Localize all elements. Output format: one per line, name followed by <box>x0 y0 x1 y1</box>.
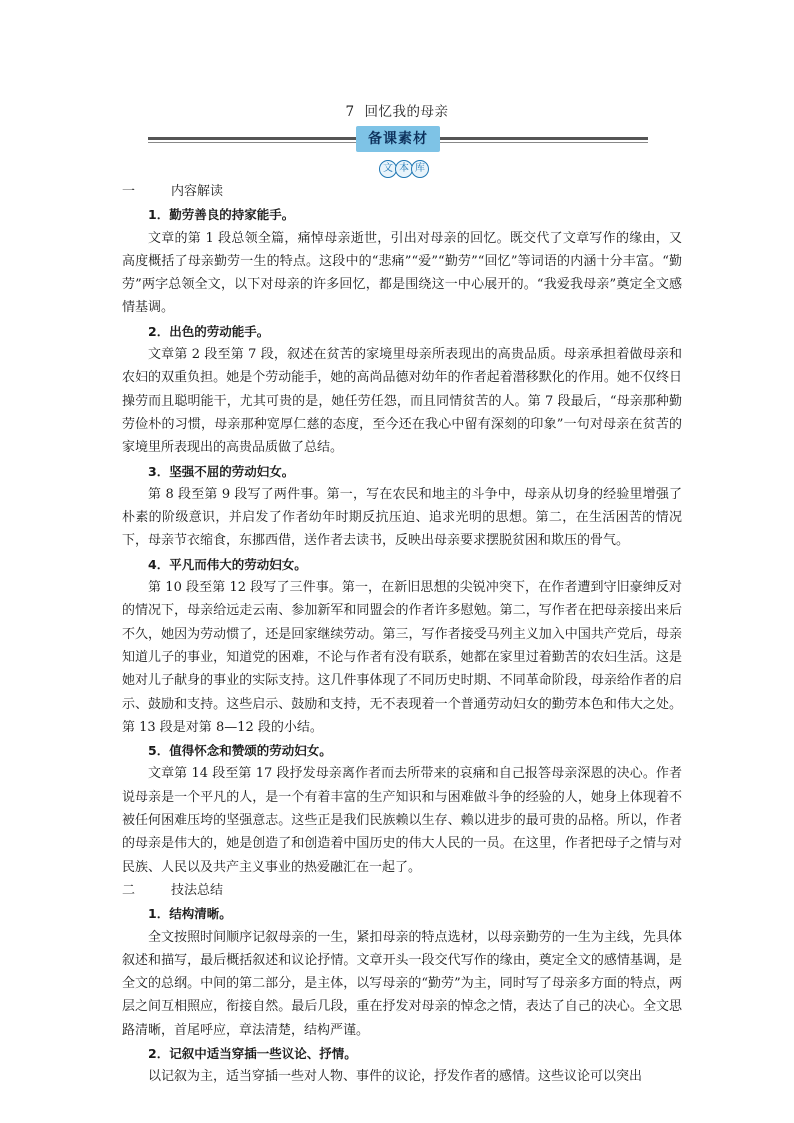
item-heading: 4．平凡而伟大的劳动妇女。 <box>148 556 307 572</box>
section-heading <box>122 879 682 902</box>
item-paragraph: 文章的第 1 段总领全篇，痛悼母亲逝世，引出对母亲的回忆。既交代了文章写作的缘由，又高度概括了母亲勤劳一生的特点。这段中的“悲痛”“爱”“勤劳”“回忆”等词语的内涵十分丰富。“勤劳”两字总领全文，以下对母亲的许多回忆，都是围绕这一中心展开的。“我爱我母亲”奠定全文感情基调。 <box>122 230 682 316</box>
item-paragraph: 文章第 2 段至第 7 段，叙述在贫苦的家境里母亲所表现出的高贵品质。母亲承担着做母亲和农妇的双重负担。她是个劳动能手，她的高尚品德对幼年的作者起着潜移默化的作用。她不仅终日操劳而且聪明能干，尤其可贵的是，她任劳任怨，而且同情贫苦的人。第 7 段最后，“母亲那种勤劳俭朴的习惯，母亲那种宽厚仁慈的态度，至今还在我心中留有深刻的印象”一句对母亲在贫苦的家境里所表现出的高贵品质做了总结。 <box>122 347 682 456</box>
section-heading <box>122 180 682 203</box>
lesson-title: 回忆我的母亲 <box>364 104 449 120</box>
item-paragraph: 文章第 14 段至第 17 段抒发母亲离作者而去所带来的哀痛和自己报答母亲深恩的决心。作者说母亲是一个平凡的人，是一个有着丰富的生产知识和与困难做斗争的经验的人，她身上体现着不被任何困难压垮的坚强意志。这些正是我们民族赖以生存、赖以进步的最可贵的品格。所以，作者的母亲是伟大的，她是创造了和创造着中国历史的伟大人民的一员。在这里，作者把母子之情与对民族、人民以及共产主义事业的热爱融汇在一起了。 <box>122 766 682 875</box>
item-heading: 3．坚强不屈的劳动妇女。 <box>148 463 295 479</box>
lesson-number: 7 <box>345 104 355 120</box>
item-paragraph: 以记叙为主，适当穿插一些对人物、事件的议论，抒发作者的感情。这些议论可以突出 <box>148 1069 643 1085</box>
item-paragraph: 第 10 段至第 12 段写了三件事。第一，在新旧思想的尖锐冲突下，在作者遭到守旧豪绅反对的情况下，母亲给远走云南、参加新军和同盟会的作者许多慰勉。第二，写作者在把母亲接出来后不久，她因为劳动惯了，还是回家继续劳动。第三，写作者接受马列主义加入中国共产党后，母亲知道儿子的事业，知道党的困难，不论与作者有没有联系，她都在家里过着勤苦的农妇生活。这是她对儿子献身的事业的实际支持。这几件事体现了不同历史时期、不同革命阶段，母亲给作者的启示、鼓励和支持。这些启示、鼓励和支持，无不表现着一个普通劳动妇女的勤劳本色和伟大之处。第 13 段是对第 8—12 段的小结。 <box>122 580 682 735</box>
section-title: 技法总结 <box>171 882 224 898</box>
badge-char: 文 <box>379 160 397 178</box>
section-number: 一 <box>122 184 136 199</box>
item-heading: 5．值得怀念和赞颂的劳动妇女。 <box>148 743 332 759</box>
section-number: 二 <box>122 882 136 898</box>
item-heading: 2．出色的劳动能手。 <box>148 323 270 339</box>
banner-area <box>148 126 648 152</box>
text-library-badge <box>379 160 427 178</box>
item-paragraph: 全文按照时间顺序记叙母亲的一生，紧扣母亲的特点选材，以母亲勤劳的一生为主线，先具体叙述和描写，最后概括叙述和议论抒情。文章开头一段交代写作的缘由，奠定全文的感情基调，是全文的总纲。中间的第二部分，是主体，以写母亲的“勤劳”为主，同时写了母亲多方面的特点，两层之间互相照应，衔接自然。最后几段，重在抒发对母亲的悼念之情，表达了自己的决心。全文思路清晰，首尾呼应，章法清楚，结构严谨。 <box>122 929 682 1038</box>
item-heading: 1．结构清晰。 <box>148 906 232 922</box>
section-banner: 备课素材 <box>356 126 440 152</box>
badge-char: 本 <box>395 160 413 178</box>
item-heading: 2．记叙中适当穿插一些议论、抒情。 <box>148 1045 357 1061</box>
item-heading: 1．勤劳善良的持家能手。 <box>148 207 295 223</box>
badge-char: 库 <box>411 160 429 178</box>
document-body <box>122 180 682 1089</box>
item-paragraph: 第 8 段至第 9 段写了两件事。第一，写在农民和地主的斗争中，母亲从切身的经验里增强了朴素的阶级意识，并启发了作者幼年时期反抗压迫、追求光明的思想。第二，在生活困苦的情况下，母亲节衣缩食，东挪西借，送作者去读书，反映出母亲要求摆脱贫困和欺压的骨气。 <box>122 486 682 549</box>
section-title: 内容解读 <box>171 184 224 199</box>
lesson-title-line <box>0 100 794 120</box>
